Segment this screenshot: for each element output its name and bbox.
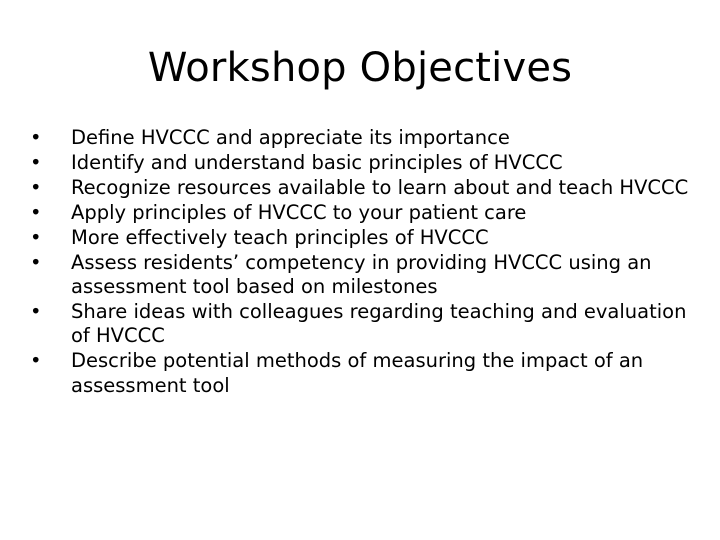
list-item (30, 151, 690, 175)
objectives-list (30, 126, 690, 398)
list-item-text: Identify and understand basic principles of HVCCC (71, 150, 563, 174)
bullet-icon: • (30, 200, 42, 224)
list-item-text: Assess residents’ competency in providing HVCCC using an assessment tool based on milestones (71, 250, 652, 298)
list-item (30, 176, 690, 200)
list-item-text: Describe potential methods of measuring the impact of an assessment tool (71, 349, 644, 397)
bullet-icon: • (30, 175, 42, 199)
list-item-text: Apply principles of HVCCC to your patient care (71, 200, 527, 224)
bullet-icon: • (30, 349, 42, 373)
list-item (30, 251, 690, 300)
list-item (30, 300, 690, 349)
list-item (30, 201, 690, 225)
slide-title: Workshop Objectives (147, 45, 573, 91)
list-item-text: Define HVCCC and appreciate its importance (71, 126, 510, 149)
list-item (30, 349, 690, 398)
list-item-text: More effectively teach principles of HVCCC (71, 225, 489, 249)
list-item-text: Share ideas with colleagues regarding teaching and evaluation of HVCCC (71, 299, 687, 348)
bullet-icon: • (30, 150, 42, 174)
bullet-icon: • (30, 225, 42, 249)
list-item-text: Recognize resources available to learn about and teach HVCCC (71, 175, 689, 199)
bullet-icon: • (30, 299, 42, 323)
bullet-icon: • (30, 126, 42, 149)
list-item (30, 226, 690, 250)
list-item (30, 126, 690, 150)
bullet-icon: • (30, 250, 42, 274)
